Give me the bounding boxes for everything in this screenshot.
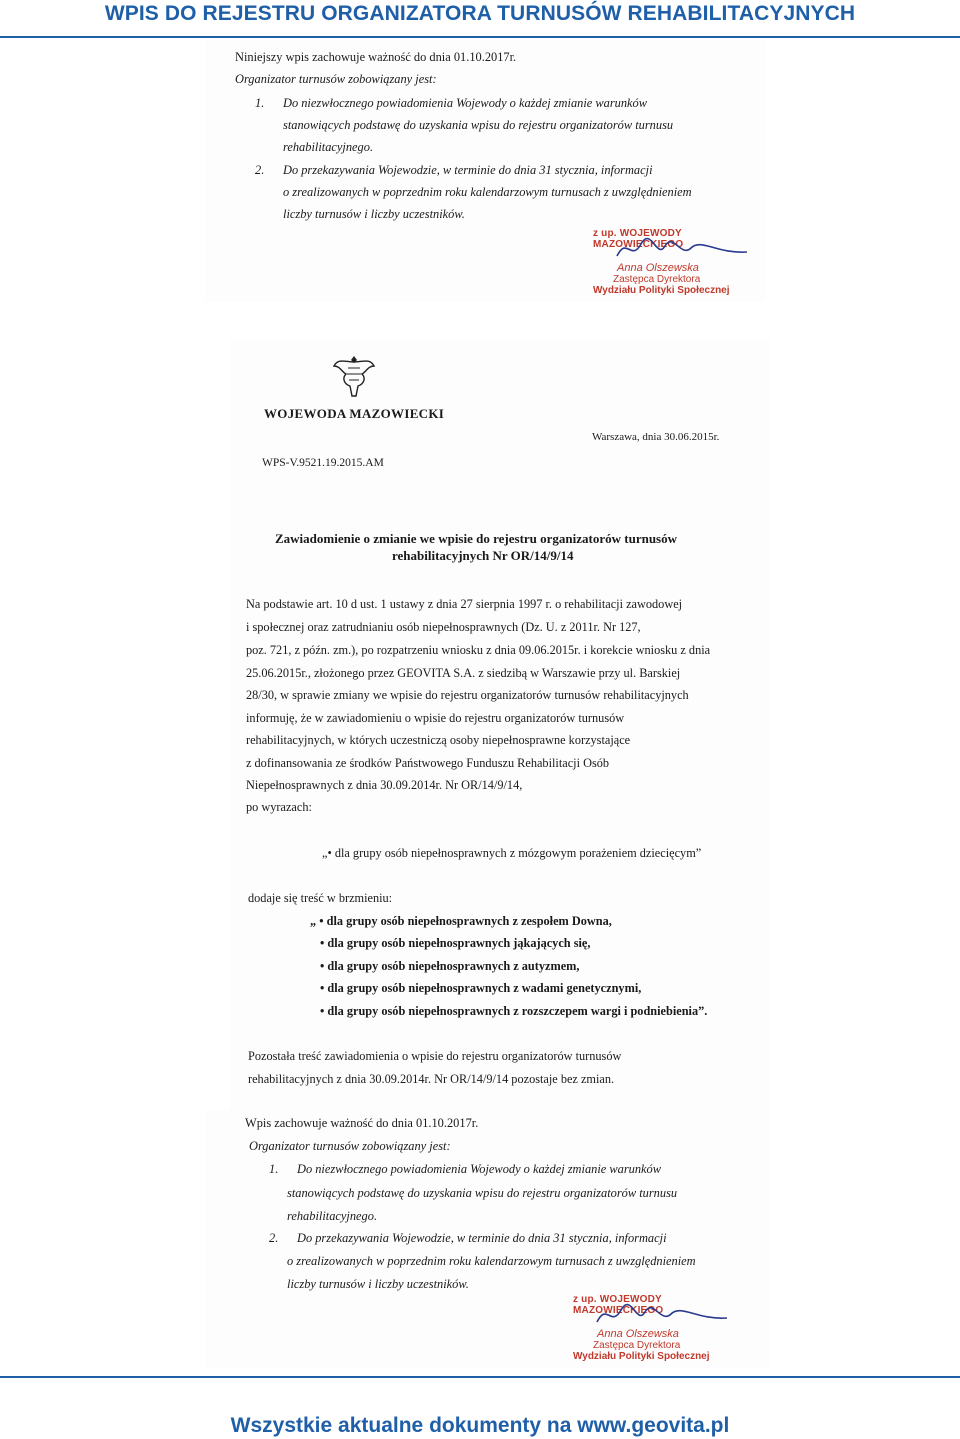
obligation-item-2-line-1	[255, 163, 653, 178]
obligation-item-2-line-3: liczby turnusów i liczby uczestników.	[287, 1277, 469, 1291]
obligation-heading: Organizator turnusów zobowiązany jest:	[249, 1139, 451, 1153]
stamp-name: Anna Olszewska	[597, 1328, 679, 1340]
validity-text	[235, 50, 516, 65]
obligation-item-2-line-2: o zrealizowanych w poprzednim roku kalendarzowym turnusach z uwzględnieniem	[287, 1254, 696, 1268]
obligation-heading: Organizator turnusów zobowiązany jest:	[235, 72, 437, 86]
obligation-item-2-line-2: o zrealizowanych w poprzednim roku kalendarzowym turnusach z uwzględnieniem	[283, 185, 692, 199]
bullet-item: • dla grupy osób niepełnosprawnych z autyzmem,	[320, 959, 580, 973]
body-line: Niepełnosprawnych z dnia 30.09.2014r. Nr OR/14/9/14,	[246, 778, 523, 792]
validity-text: Wpis zachowuje ważność do dnia 01.10.2017r.	[245, 1116, 479, 1130]
bullet-item: • dla grupy osób niepełnosprawnych jąkających się,	[320, 936, 591, 950]
signature-stamp	[593, 228, 763, 298]
body-line: po wyrazach:	[246, 800, 312, 814]
body-line: informuję, że w zawiadomieniu o wpisie do rejestru organizatorów turnusów	[246, 711, 625, 725]
page-footer	[0, 1376, 960, 1439]
obligation-item-1-line-1	[255, 96, 647, 111]
page-title: WPIS DO REJESTRU ORGANIZATORA TURNUSÓW REHABILITACYJNYCH	[104, 2, 856, 25]
stamp-name: Anna Olszewska	[617, 262, 699, 274]
body-line: rehabilitacyjnych, w których uczestniczą osoby niepełnosprawne korzystające	[246, 733, 631, 747]
authority-name: WOJEWODA MAZOWIECKI	[264, 406, 445, 421]
stamp-role: Zastępca Dyrektora	[593, 1340, 681, 1351]
obligation-item-2-line-1	[269, 1231, 667, 1246]
scan-top-fragment	[205, 40, 765, 302]
place-date: Warszawa, dnia 30.06.2015r.	[592, 431, 720, 443]
stamp-authority: z up. WOJEWODY MAZOWIECKIEGO	[593, 228, 684, 250]
signature-stamp	[573, 1294, 753, 1364]
body-line: i społecznej oraz zatrudnianiu osób niepełnosprawnych (Dz. U. z 2011r. Nr 127,	[246, 620, 641, 634]
stamp-role: Zastępca Dyrektora	[613, 274, 701, 285]
bullet-item: • dla grupy osób niepełnosprawnych z rozszczepem wargi i podniebienia”.	[320, 1004, 708, 1018]
obligation-item-1-line-2: stanowiących podstawę do uzyskania wpisu do rejestru organizatorów turnusu	[283, 118, 674, 132]
footer-text[interactable]: Wszystkie aktualne dokumenty na www.geovita.pl	[230, 1414, 730, 1437]
obligation-item-1-line-1	[269, 1162, 661, 1177]
obligation-item-1-line-3: rehabilitacyjnego.	[287, 1209, 378, 1223]
stamp-department: Wydziału Polityki Społecznej	[593, 285, 730, 296]
page-header	[0, 0, 960, 38]
item-text: Do przekazywania Wojewodzie, w terminie do dnia 31 stycznia, informacji	[283, 163, 653, 177]
bullet-item: • dla grupy osób niepełnosprawnych z wadami genetycznymi,	[320, 981, 642, 995]
scan-letter	[230, 340, 770, 1140]
validity-value: Niniejszy wpis zachowuje ważność do dnia 01.10.2017r.	[235, 50, 517, 64]
letter-title-line-1: Zawiadomienie o zmianie we wpisie do rejestru organizatorów turnusów	[275, 531, 678, 546]
remaining-text-line-2: rehabilitacyjnych z dnia 30.09.2014r. Nr OR/14/9/14 pozostaje bez zmian.	[248, 1072, 615, 1086]
handwritten-signature-icon	[587, 1300, 737, 1330]
item-text: Do niezwłocznego powiadomienia Wojewody o każdej zmianie warunków	[283, 96, 648, 110]
item-number: 1.	[255, 96, 265, 110]
letter-title-line-2: rehabilitacyjnych Nr OR/14/9/14	[392, 548, 574, 563]
reference-number: WPS-V.9521.19.2015.AM	[262, 457, 384, 469]
body-line: poz. 721, z późn. zm.), po rozpatrzeniu wniosku z dnia 09.06.2015r. i korekcie wniosku z dnia	[246, 643, 711, 657]
item-text: Do przekazywania Wojewodzie, w terminie do dnia 31 stycznia, informacji	[297, 1231, 667, 1245]
adds-text: dodaje się treść w brzmieniu:	[248, 891, 393, 905]
item-number: 2.	[269, 1231, 279, 1245]
body-line: z dofinansowania ze środków Państwowego Funduszu Rehabilitacji Osób	[246, 756, 610, 770]
stamp-authority: z up. WOJEWODY MAZOWIECKIEGO	[573, 1294, 664, 1316]
item-text: Do niezwłocznego powiadomienia Wojewody o każdej zmianie warunków	[297, 1162, 662, 1176]
remaining-text-line-1: Pozostała treść zawiadomienia o wpisie do rejestru organizatorów turnusów	[248, 1049, 622, 1063]
quoted-phrase: „• dla grupy osób niepełnosprawnych z mózgowym porażeniem dziecięcym”	[322, 846, 702, 860]
body-line: 28/30, w sprawie zmiany we wpisie do rejestru organizatorów turnusów rehabilitacyjnych	[246, 688, 689, 702]
stamp-department: Wydziału Polityki Społecznej	[573, 1351, 710, 1362]
bullet-item: „ • dla grupy osób niepełnosprawnych z zespołem Downa,	[310, 914, 612, 928]
obligation-item-1-line-3: rehabilitacyjnego.	[283, 140, 374, 154]
scan-bottom-fragment	[205, 1110, 770, 1368]
item-number: 1.	[269, 1162, 279, 1176]
handwritten-signature-icon	[607, 234, 757, 264]
body-line: Na podstawie art. 10 d ust. 1 ustawy z dnia 27 sierpnia 1997 r. o rehabilitacji zawodowej	[246, 597, 683, 611]
item-number: 2.	[255, 163, 265, 177]
body-line: 25.06.2015r., złożonego przez GEOVITA S.A. z siedzibą w Warszawie przy ul. Barskiej	[246, 666, 681, 680]
polish-eagle-emblem-icon	[332, 352, 376, 400]
obligation-item-1-line-2: stanowiących podstawę do uzyskania wpisu do rejestru organizatorów turnusu	[287, 1186, 678, 1200]
obligation-item-2-line-3: liczby turnusów i liczby uczestników.	[283, 207, 465, 221]
